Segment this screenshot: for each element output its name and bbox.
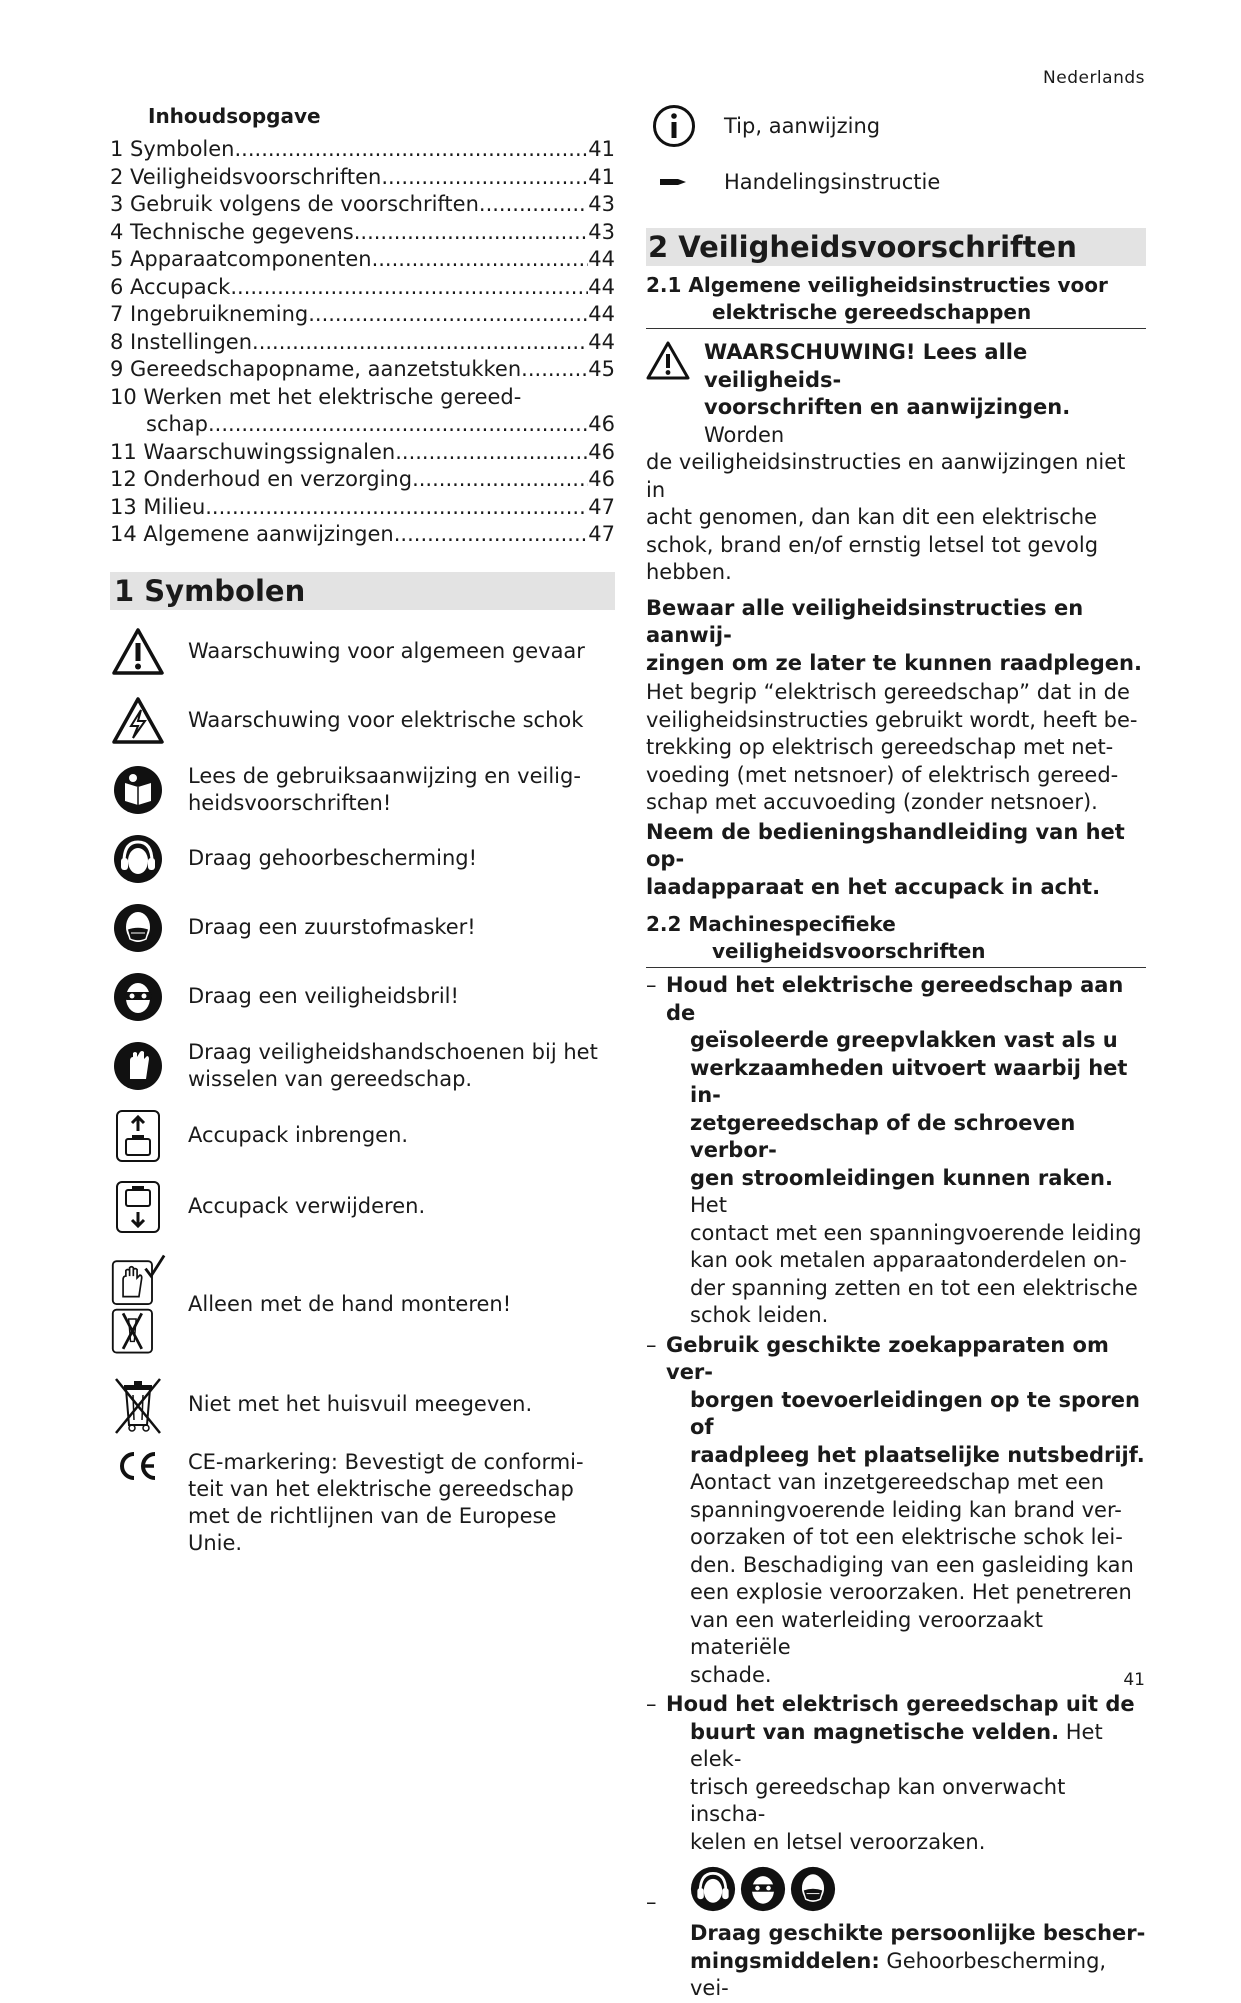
safety-glasses-icon: [740, 1866, 786, 1912]
warning-triangle-icon: [110, 627, 166, 677]
toc-title: Inhoudsopgave: [148, 104, 321, 128]
bullet-heading: Houd het elektrische gereedschap aan de: [666, 973, 1124, 1025]
keep-instructions-text: Bewaar alle veiligheidsinstructies en aanwij- zingen om ze later te kunnen raadplegen.: [646, 595, 1142, 675]
bullet-heading: Houd het elektrisch gereedschap uit de: [666, 1692, 1135, 1716]
battery-remove-icon: [110, 1180, 166, 1234]
bullet-text-start: Het: [690, 1193, 727, 1217]
toc-entry[interactable]: 14 Algemene aanwijzingen ..... 47: [110, 521, 615, 549]
toc-entry[interactable]: 7 Ingebruikneming ..... 44: [110, 301, 615, 329]
toc-entry[interactable]: 4 Technische gegevens ..... 43: [110, 219, 615, 247]
toc-entry[interactable]: 9 Gereedschapopname, aanzetstukken ..... 45: [110, 356, 615, 384]
ear-protection-icon: [110, 834, 166, 884]
symbol-item: [110, 1374, 615, 1436]
ppe-heading: Draag geschikte persoonlijke bescher- mingsmiddelen:: [690, 1921, 1146, 1973]
legend-instruction: [646, 160, 1146, 204]
symbol-item: [110, 969, 615, 1025]
warning-text: de veiligheidsinstructies en aanwijzingen niet in acht genomen, dan kan dit een elektrische schok, brand en/of ernstig letsel tot gevolg hebben.: [646, 450, 1126, 584]
bullet-text: Aontact van inzetgereedschap met een spanningvoerende leiding kan brand ver- oorzaken of tot een elektrische schok lei- den. Beschadiging van een gasleiding kan een explosie veroorzaken. Het penetreren van een waterleiding veroorzaakt materiële schade.: [690, 1470, 1134, 1687]
symbol-text: Accupack verwijderen.: [188, 1194, 426, 1218]
ce-mark-icon: [110, 1449, 166, 1481]
toc-entry[interactable]: 10 Werken met het elektrische gereed-: [110, 384, 522, 409]
section-2-2-title: 2.2 Machinespecifieke veiligheidsvoorschriften: [646, 911, 1146, 968]
symbol-text: Waarschuwing voor algemeen gevaar: [188, 639, 585, 663]
safety-bullets: [646, 972, 1146, 1856]
symbol-item: [110, 1038, 615, 1094]
list-item: – Gebruik geschikte zoekapparaten om ver- borgen toevoerleidingen op te sporen of raadpleeg het plaatselijke nutsbedrijf. Aontact van inzetgereedschap met een spanningvoerende leiding kan brand ver- oorzaken of tot een elektrische schok lei- den. Beschadiging van een gasleiding kan een explosie veroorzaken. Het penetreren van een waterleiding veroorzaakt materiële schade.: [646, 1332, 1146, 1690]
symbol-text: Waarschuwing voor elektrische schok: [188, 708, 584, 732]
bullet-text: trisch gereedschap kan onverwacht inscha- kelen en letsel veroorzaken.: [690, 1774, 1066, 1854]
warning-triangle-icon: [646, 341, 690, 385]
symbol-item: [110, 831, 615, 887]
arrow-right-icon: [646, 176, 702, 188]
right-column: [646, 104, 1146, 2003]
symbols-list: [110, 624, 615, 1557]
symbol-text: Draag een veiligheidsbril!: [188, 984, 459, 1008]
term-definition-text: Het begrip “elektrisch gereedschap” dat in de veiligheidsinstructies gebruikt wordt, heeft be- trekking op elektrisch gereedschap met net- voeding (met netsnoer) of elektrisch gereed- schap met accuvoeding (zonder netsnoer).: [646, 680, 1138, 814]
symbol-text: Niet met het huisvuil meegeven.: [188, 1392, 533, 1416]
bullet-heading: Gebruik geschikte zoekapparaten om ver-: [666, 1332, 1109, 1384]
legend-tip-text: Tip, aanwijzing: [724, 114, 881, 138]
toc-entry[interactable]: 5 Apparaatcomponenten ..... 44: [110, 246, 615, 274]
toc-entry[interactable]: 1 Symbolen ..... 41: [110, 136, 615, 164]
safety-heading: 2 Veiligheidsvoorschriften: [646, 228, 1146, 266]
toc-entry[interactable]: 12 Onderhoud en verzorging ..... 46: [110, 466, 615, 494]
toc-entry[interactable]: 11 Waarschuwingssignalen ..... 46: [110, 439, 615, 467]
ppe-text: Gehoorbescherming, vei-: [690, 1948, 1107, 2000]
warning-block: [646, 339, 1146, 587]
respirator-mask-icon: [110, 903, 166, 953]
ppe-icons: –: [646, 1864, 1146, 1914]
toc-entry[interactable]: 2 Veiligheidsvoorschriften ..... 41: [110, 164, 615, 192]
bullet-text: contact met een spanningvoerende leiding kan ook metalen apparaatonderdelen on- der spanning zetten en tot een elektrische schok leiden.: [690, 1220, 1142, 1327]
info-icon: [646, 104, 702, 148]
legend-instruction-text: Handelingsinstructie: [724, 170, 941, 194]
crossed-bin-icon: [110, 1375, 166, 1435]
bullet-bold: geïsoleerde greepvlakken vast als u werkzaamheden uitvoert waarbij het in- zetgereedschap of de schroeven verbor- gen stroomleidingen kunnen raken.: [690, 1028, 1128, 1190]
symbol-item: [110, 624, 615, 680]
symbols-heading: 1 Symbolen: [110, 572, 615, 610]
legend-tip: [646, 104, 1146, 148]
language-label: Nederlands: [1043, 68, 1145, 88]
read-manual-icon: [110, 765, 166, 815]
safety-glasses-icon: [110, 972, 166, 1022]
symbol-item: [110, 900, 615, 956]
warning-text-start: Worden: [704, 422, 785, 447]
symbol-text: Accupack inbrengen.: [188, 1123, 409, 1147]
charger-manual-text: Neem de bedieningshandleiding van het op- laadapparaat en het accupack in acht.: [646, 819, 1125, 899]
section-2-1-title: 2.1 Algemene veiligheidsinstructies voor elektrische gereedschappen: [646, 272, 1146, 329]
symbol-text: Alleen met de hand monteren!: [188, 1292, 512, 1316]
page-number: 41: [1123, 1670, 1145, 1690]
symbol-item: [110, 1249, 615, 1361]
bullet-bold: borgen toevoerleidingen op te sporen of raadpleeg het plaatselijke nutsbedrijf.: [690, 1387, 1145, 1467]
list-item: – Houd het elektrisch gereedschap uit de buurt van magnetische velden. Het elek- trisch gereedschap kan onverwacht inscha- kelen en letsel veroorzaken.: [646, 1691, 1146, 1856]
electric-shock-icon: [110, 696, 166, 746]
symbol-text: Draag veiligheidshandschoenen bij het wisselen van gereedschap.: [188, 1039, 598, 1091]
symbol-item: [110, 693, 615, 749]
symbol-text: Draag gehoorbescherming!: [188, 846, 478, 870]
symbol-item: [110, 1107, 615, 1165]
toc-entry[interactable]: 3 Gebruik volgens de voorschriften ..... 43: [110, 191, 615, 219]
hand-mount-icon: [110, 1250, 166, 1360]
toc-entry[interactable]: 8 Instellingen ..... 44: [110, 329, 615, 357]
list-item: – Houd het elektrische gereedschap aan de geïsoleerde greepvlakken vast als u werkzaamheden uitvoert waarbij het in- zetgereedschap of de schroeven verbor- gen stroomleidingen kunnen raken. Het contact met een spanningvoerende leiding kan ook metalen apparaatonderdelen on- der spanning zetten en tot een elektrische schok leiden.: [646, 972, 1146, 1330]
warning-heading-2: voorschriften en aanwijzingen.: [704, 395, 1071, 419]
symbol-item: [110, 1449, 615, 1557]
toc-entry[interactable]: schap ..... 46: [110, 411, 615, 439]
left-column: [110, 104, 615, 1570]
symbol-text: Draag een zuurstofmasker!: [188, 915, 476, 939]
warning-heading: WAARSCHUWING! Lees alle veiligheids-: [704, 340, 1028, 392]
safety-gloves-icon: [110, 1041, 166, 1091]
symbol-text: Lees de gebruiksaanwijzing en veilig- heidsvoorschriften!: [188, 763, 581, 815]
symbol-item: [110, 762, 615, 818]
battery-insert-icon: [110, 1109, 166, 1163]
bullet-text-start: Het elek-: [690, 1719, 1103, 1771]
ear-protection-icon: [690, 1866, 736, 1912]
respirator-mask-icon: [790, 1866, 836, 1912]
toc-entry[interactable]: 13 Milieu ..... 47: [110, 494, 615, 522]
toc-entry[interactable]: 6 Accupack ..... 44: [110, 274, 615, 302]
symbol-item: [110, 1178, 615, 1236]
toc-list: [110, 136, 615, 549]
symbol-text: CE-markering: Bevestigt de conformi- teit van het elektrische gereedschap met de richtlijnen van de Europese Unie.: [188, 1449, 584, 1555]
bullet-bold: buurt van magnetische velden.: [690, 1719, 1060, 1744]
